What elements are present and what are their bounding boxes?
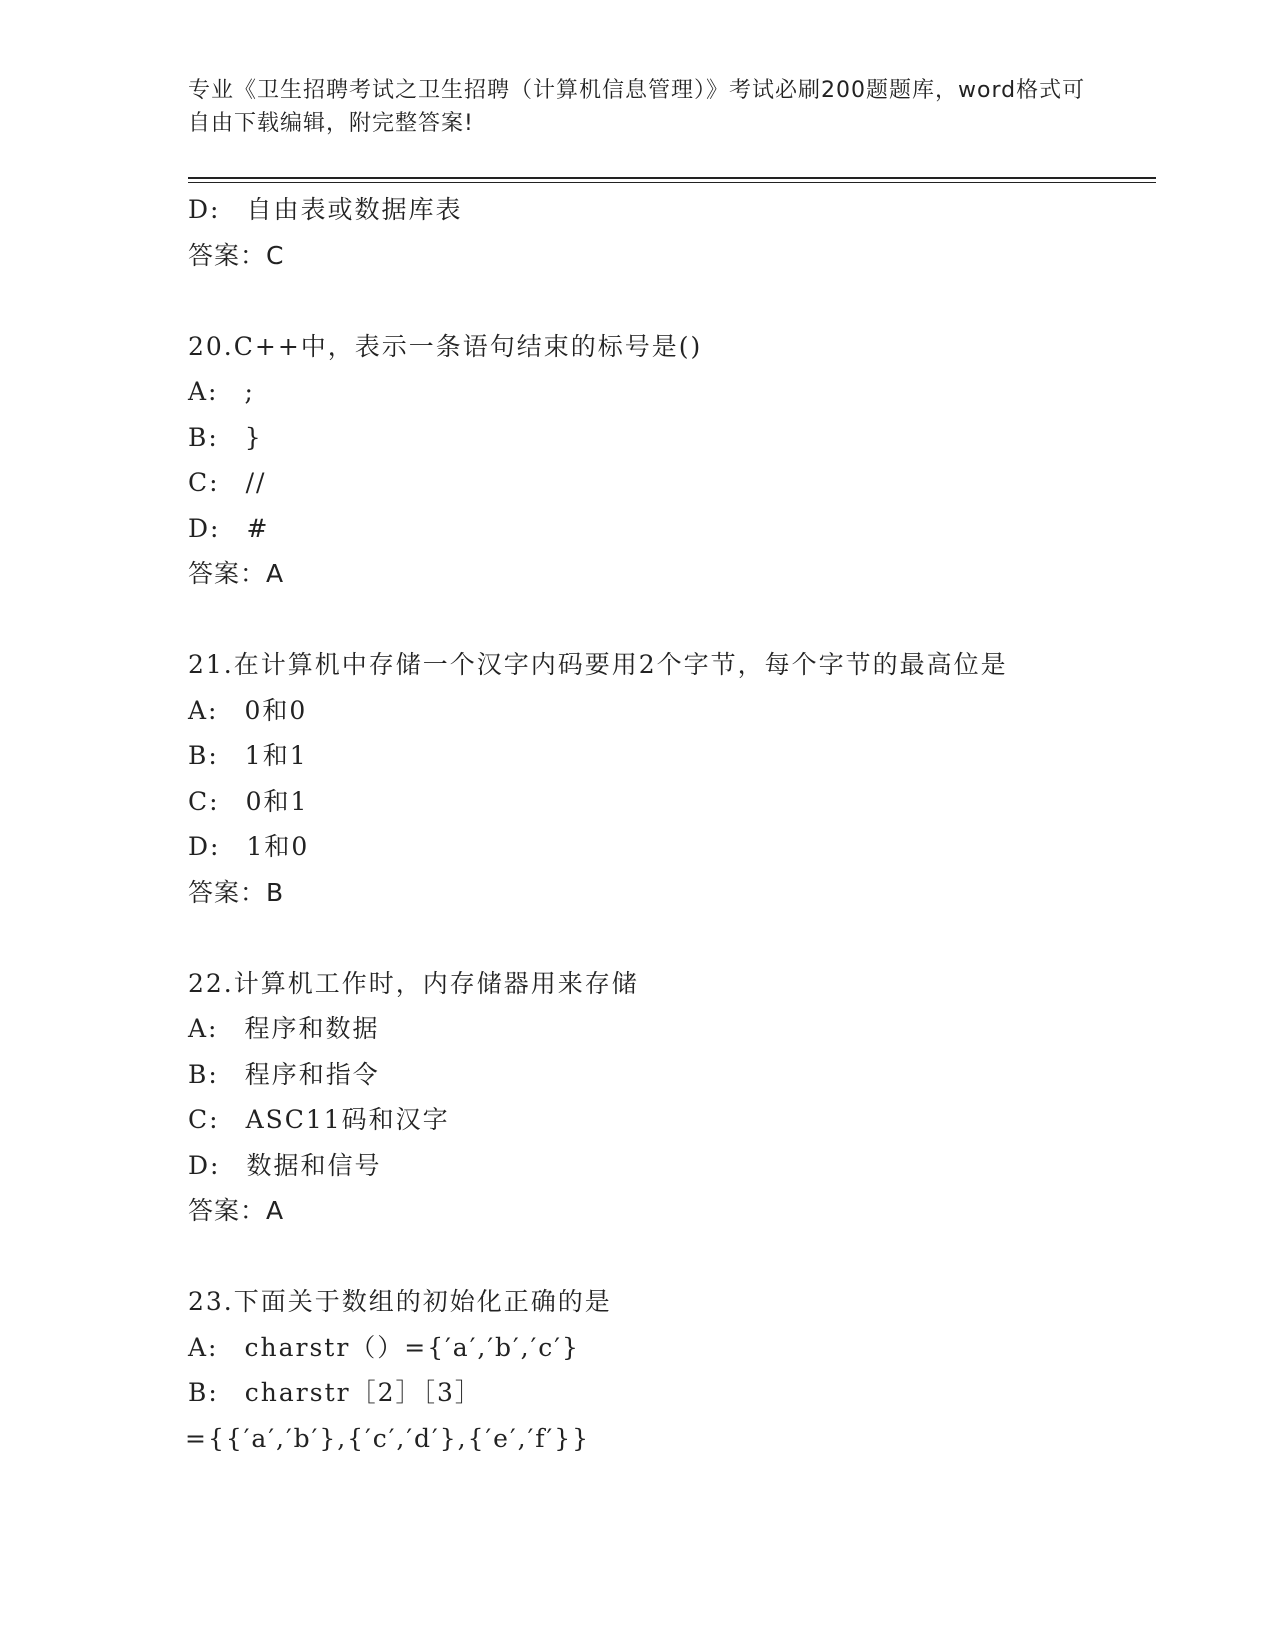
option-text: } <box>244 422 263 452</box>
option-label: A: <box>188 377 219 406</box>
option-a <box>188 369 1148 415</box>
option-d <box>188 1143 1148 1189</box>
spacer <box>188 278 1148 324</box>
option-label: C: <box>188 1105 220 1134</box>
option-continuation: ={{′a′,′b′},{′c′,′d′},{′e′,′f′}} <box>185 1423 591 1453</box>
option-b <box>188 1370 1148 1416</box>
option-text: 1和1 <box>244 741 308 770</box>
option-c <box>188 1097 1148 1143</box>
option-label: B: <box>188 1059 219 1089</box>
question-stem: 20.C++中，表示一条语句结束的标号是() <box>188 331 703 361</box>
option-text: charstr（）={′a′,′b′,′c′} <box>244 1332 580 1362</box>
option-text: 程序和指令 <box>244 1059 380 1089</box>
option-label: C: <box>188 786 220 816</box>
option-a <box>188 1325 1148 1371</box>
option-text: ; <box>244 377 255 406</box>
option-label: D: <box>188 1150 221 1180</box>
option-d <box>188 506 1148 552</box>
answer-line: 答案：C <box>188 240 285 270</box>
option-text: 0和1 <box>245 786 309 816</box>
option-text: # <box>246 513 270 543</box>
question-list <box>185 187 1148 1461</box>
option-text: ASC11码和汉字 <box>245 1105 450 1134</box>
document-header: 专业《卫生招聘考试之卫生招聘（计算机信息管理）》考试必刷200题题库，word格式可自由下载编辑，附完整答案! <box>188 78 1086 136</box>
spacer <box>188 1234 1148 1280</box>
option-text: 程序和数据 <box>244 1014 380 1043</box>
option-d <box>188 187 1148 233</box>
option-text: charstr［2］［3］ <box>244 1378 482 1407</box>
option-label: D: <box>188 195 221 224</box>
question-stem: 23.下面关于数组的初始化正确的是 <box>188 1287 612 1316</box>
option-label: D: <box>188 832 221 861</box>
option-a <box>188 1006 1148 1052</box>
option-b <box>188 1052 1148 1098</box>
option-label: A: <box>188 695 219 725</box>
option-a <box>188 688 1148 734</box>
option-label: D: <box>188 513 221 543</box>
spacer <box>188 597 1148 643</box>
option-text: 数据和信号 <box>246 1150 382 1180</box>
option-c <box>188 460 1148 506</box>
option-b <box>188 415 1148 461</box>
option-label: C: <box>188 468 220 497</box>
option-label: B: <box>188 1378 219 1407</box>
header-divider-thick <box>188 177 1156 179</box>
option-label: B: <box>188 422 219 452</box>
option-text: // <box>245 468 267 497</box>
answer-line: 答案：A <box>188 1196 285 1225</box>
answer-line: 答案：A <box>188 559 285 588</box>
option-label: A: <box>188 1332 219 1362</box>
option-c <box>188 779 1148 825</box>
option-b <box>188 733 1148 779</box>
header-divider-thin <box>188 182 1156 183</box>
answer-line: 答案：B <box>188 877 285 907</box>
option-text: 1和0 <box>246 832 310 861</box>
option-label: B: <box>188 741 219 770</box>
option-label: A: <box>188 1014 219 1043</box>
question-stem: 21.在计算机中存储一个汉字内码要用2个字节，每个字节的最高位是 <box>188 650 1008 679</box>
spacer <box>188 915 1148 961</box>
option-text: 自由表或数据库表 <box>246 195 463 224</box>
option-text: 0和0 <box>244 695 308 725</box>
question-stem: 22.计算机工作时，内存储器用来存储 <box>188 968 639 998</box>
option-d <box>188 824 1148 870</box>
